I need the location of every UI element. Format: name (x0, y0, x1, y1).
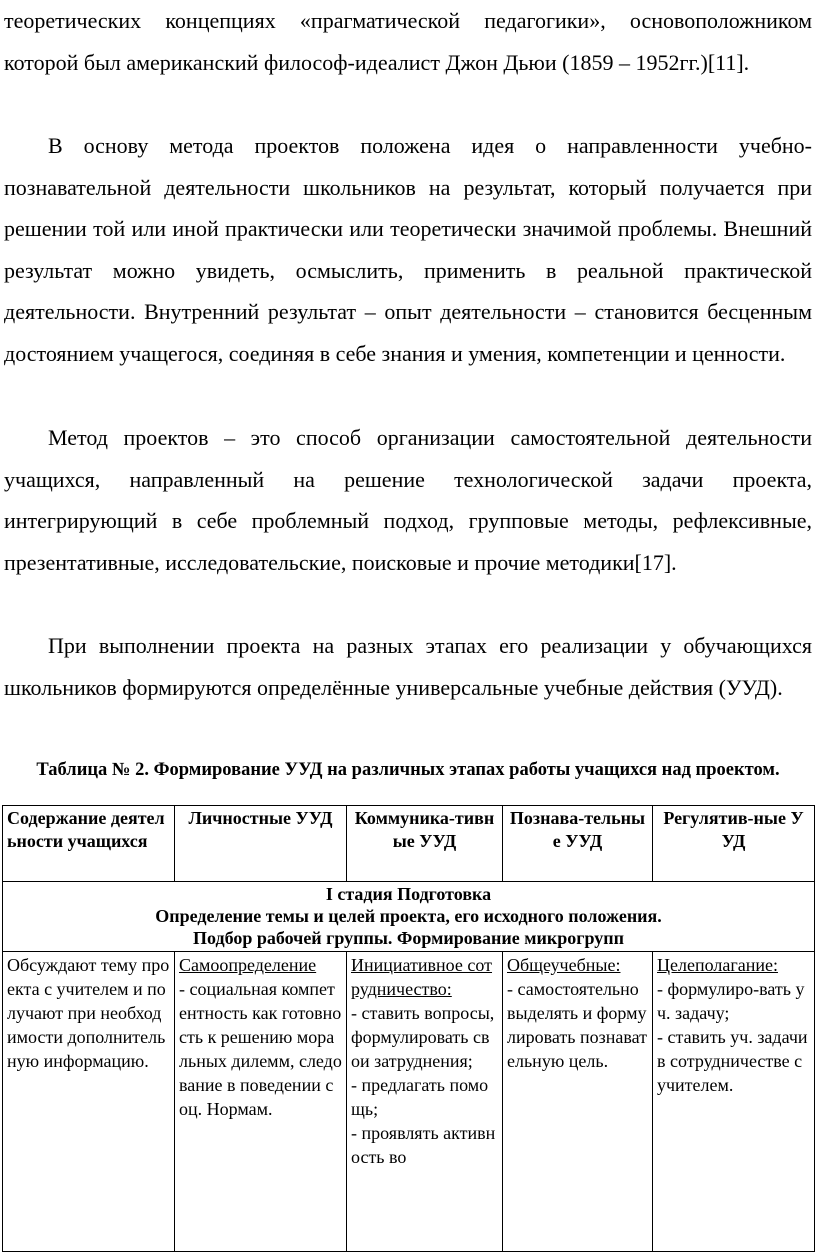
stage-line-2: Определение темы и целей проекта, его исходного положения. (155, 906, 662, 926)
paragraph-2: В основу метода проектов положена идея о направленности учебно-познавательной деятельности школьников на результат, который получается при решении той или иной практически или теоретически значимой проблемы. Внешний результат можно увидеть, осмыслить, применить в реальной практической деятельности. Внутренний результат – опыт деятельности – становится бесценным достоянием учащегося, соединяя в себе знания и умения, компетенции и ценности. (4, 133, 812, 366)
comm-line-3: - проявлять активность во (351, 1123, 496, 1167)
reg-line-2: - ставить уч. задачи в сотрудничестве с учителем. (657, 1027, 808, 1095)
table-row (3, 952, 815, 1252)
stage-line-3: Подбор рабочей группы. Формирование микрогрупп (193, 928, 624, 948)
stage-cell (3, 882, 815, 952)
header-regulative: Регулятив-ные УУД (653, 806, 815, 882)
paragraph-3: Метод проектов – это способ организации самостоятельной деятельности учащихся, направленный на решение технологической задачи проекта, интегрирующий в себе проблемный подход, групповые методы, рефлексивные, презентативные, исследовательские, поисковые и прочие методики[17]. (4, 425, 812, 575)
cell-personal (175, 952, 347, 1252)
header-cognitive: Познава-тельные УУД (503, 806, 653, 882)
cell-regulative (653, 952, 815, 1252)
table-number: Таблица № 2 (36, 760, 145, 780)
header-activity: Содержание деятельности учащихся (3, 806, 175, 882)
uud-table (2, 805, 815, 1252)
table-header-row (3, 806, 815, 882)
cogn-head: Общеучебные: (507, 955, 621, 975)
stage-title: I стадия Подготовка (325, 884, 492, 904)
table-caption-text: . Формирование УУД на различных этапах работы учащихся над проектом. (144, 760, 780, 780)
cell-communicative (347, 952, 503, 1252)
reg-line-1: - формулиро-вать уч. задачу; (657, 979, 805, 1023)
comm-head: Инициативное сотрудничество: (351, 955, 493, 999)
cell-cognitive (503, 952, 653, 1252)
comm-line-1: - ставить вопросы, формулировать свои затруднения; (351, 1003, 495, 1071)
personal-head: Самоопределение (179, 955, 317, 975)
personal-body: - социальная компетентность как готовность к решению моральных дилемм, следование в поведении соц. Нормам. (179, 979, 342, 1119)
header-communicative: Коммуника-тивные УУД (347, 806, 503, 882)
paragraph-1: теоретических концепциях «прагматической педагогики», основоположником которой был американский философ-идеалист Джон Дьюи (1859 – 1952гг.)[11]. (4, 8, 812, 75)
cell-activity (3, 952, 175, 1252)
paragraph-4: При выполнении проекта на разных этапах его реализации у обучающихся школьников формируются определённые универсальные учебные действия (УУД). (4, 633, 812, 700)
cogn-body: - самостоятельно выделять и формулировать познавательную цель. (507, 979, 647, 1071)
header-personal: Личностные УУД (175, 806, 347, 882)
activity-text: Обсуждают тему проекта с учителем и получают при необходимости дополнительную информацию. (7, 955, 170, 1071)
table-caption (4, 760, 812, 781)
stage-row (3, 882, 815, 952)
comm-line-2: - предлагать помощь; (351, 1075, 489, 1119)
reg-head: Целеполагание: (657, 955, 778, 975)
